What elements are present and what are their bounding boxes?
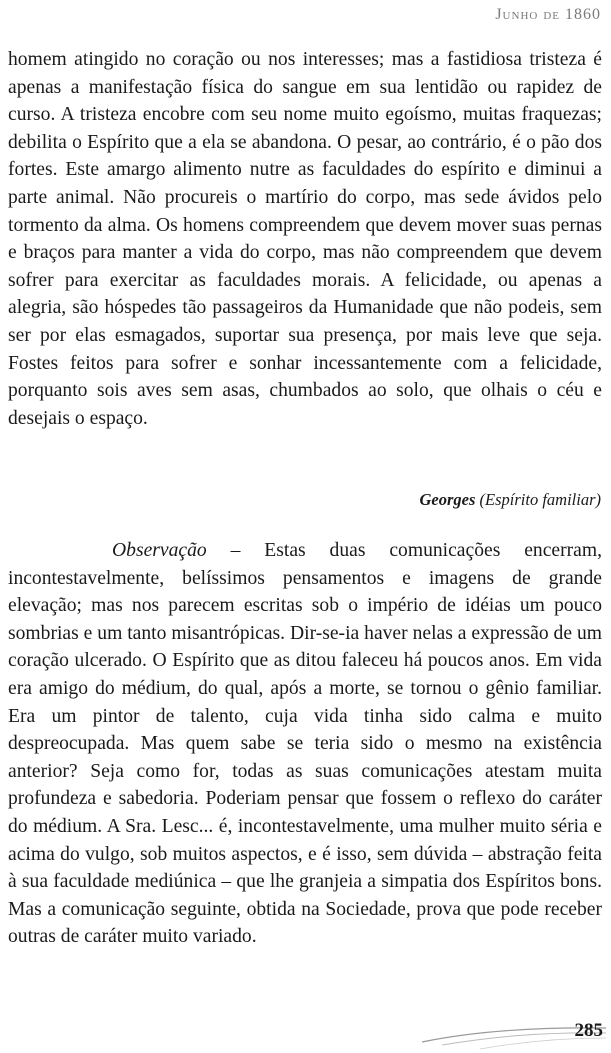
running-head: Junho de 1860 <box>495 6 601 23</box>
signature <box>420 490 602 510</box>
observation-text: – Estas duas comunicações encerram, incontestavelmente, belíssimos pensamentos e imagens de grande elevação; mas nos parecem escritas sob o império de idéias um pouco sombrias e um tanto misantrópicas. Dir-se-ia haver nelas a expressão de um coração ulcerado. O Espírito que as ditou faleceu há poucos anos. Em vida era amigo do médium, do qual, após a morte, se tornou o gênio familiar. Era um pintor de talento, cuja vida tinha sido calma e muito despreocupada. Mas quem sabe se teria sido o mesmo na existência anterior? Seja como for, todas as suas comunicações atestam muita profundeza e sabedoria. Poderiam pensar que fossem o reflexo do caráter do médium. A Sra. Lesc... é, incontestavelmente, uma mulher muito séria e acima do vulgo, sob muitos aspectos, e é isso, sem dúvida – abstração feita à sua faculdade mediúnica – que lhe granjeia a simpatia dos Espíritos bons. Mas a comunicação seguinte, obtida na Sociedade, prova que pode receber outras de caráter muito variado. <box>8 540 602 948</box>
body-paragraph-1: homem atingido no coração ou nos interesses; mas a fastidiosa tristeza é apenas a manifestação física do sangue em sua lentidão ou rapidez de curso. A tristeza encobre com seu nome muito egoísmo, muitas fraquezas; debilita o Espírito que a ela se abandona. O pesar, ao contrário, é o pão dos fortes. Este amargo alimento nutre as faculdades do espírito e diminui a parte animal. Não procureis o martírio do corpo, mas sede ávidos pelo tormento da alma. Os homens compreendem que devem mover suas pernas e braços para manter a vida do corpo, mas não compreendem que devem sofrer para exercitar as faculdades morais. A felicidade, ou apenas a alegria, são hóspedes tão passageiros da Humanidade que não podeis, sem ser por elas esmagados, suportar sua presença, por mais leve que seja. Fostes feitos para sofrer e sonhar incessantemente com a felicidade, porquanto sois aves sem asas, chumbados ao solo, que olhais o céu e desejais o espaço. <box>8 49 602 429</box>
signature-role: (Espírito familiar) <box>479 490 601 509</box>
signature-name: Georges <box>419 490 476 509</box>
page-number: 285 <box>574 1020 603 1041</box>
observation-label: Observação <box>112 540 207 561</box>
body-paragraph-2 <box>8 537 602 951</box>
